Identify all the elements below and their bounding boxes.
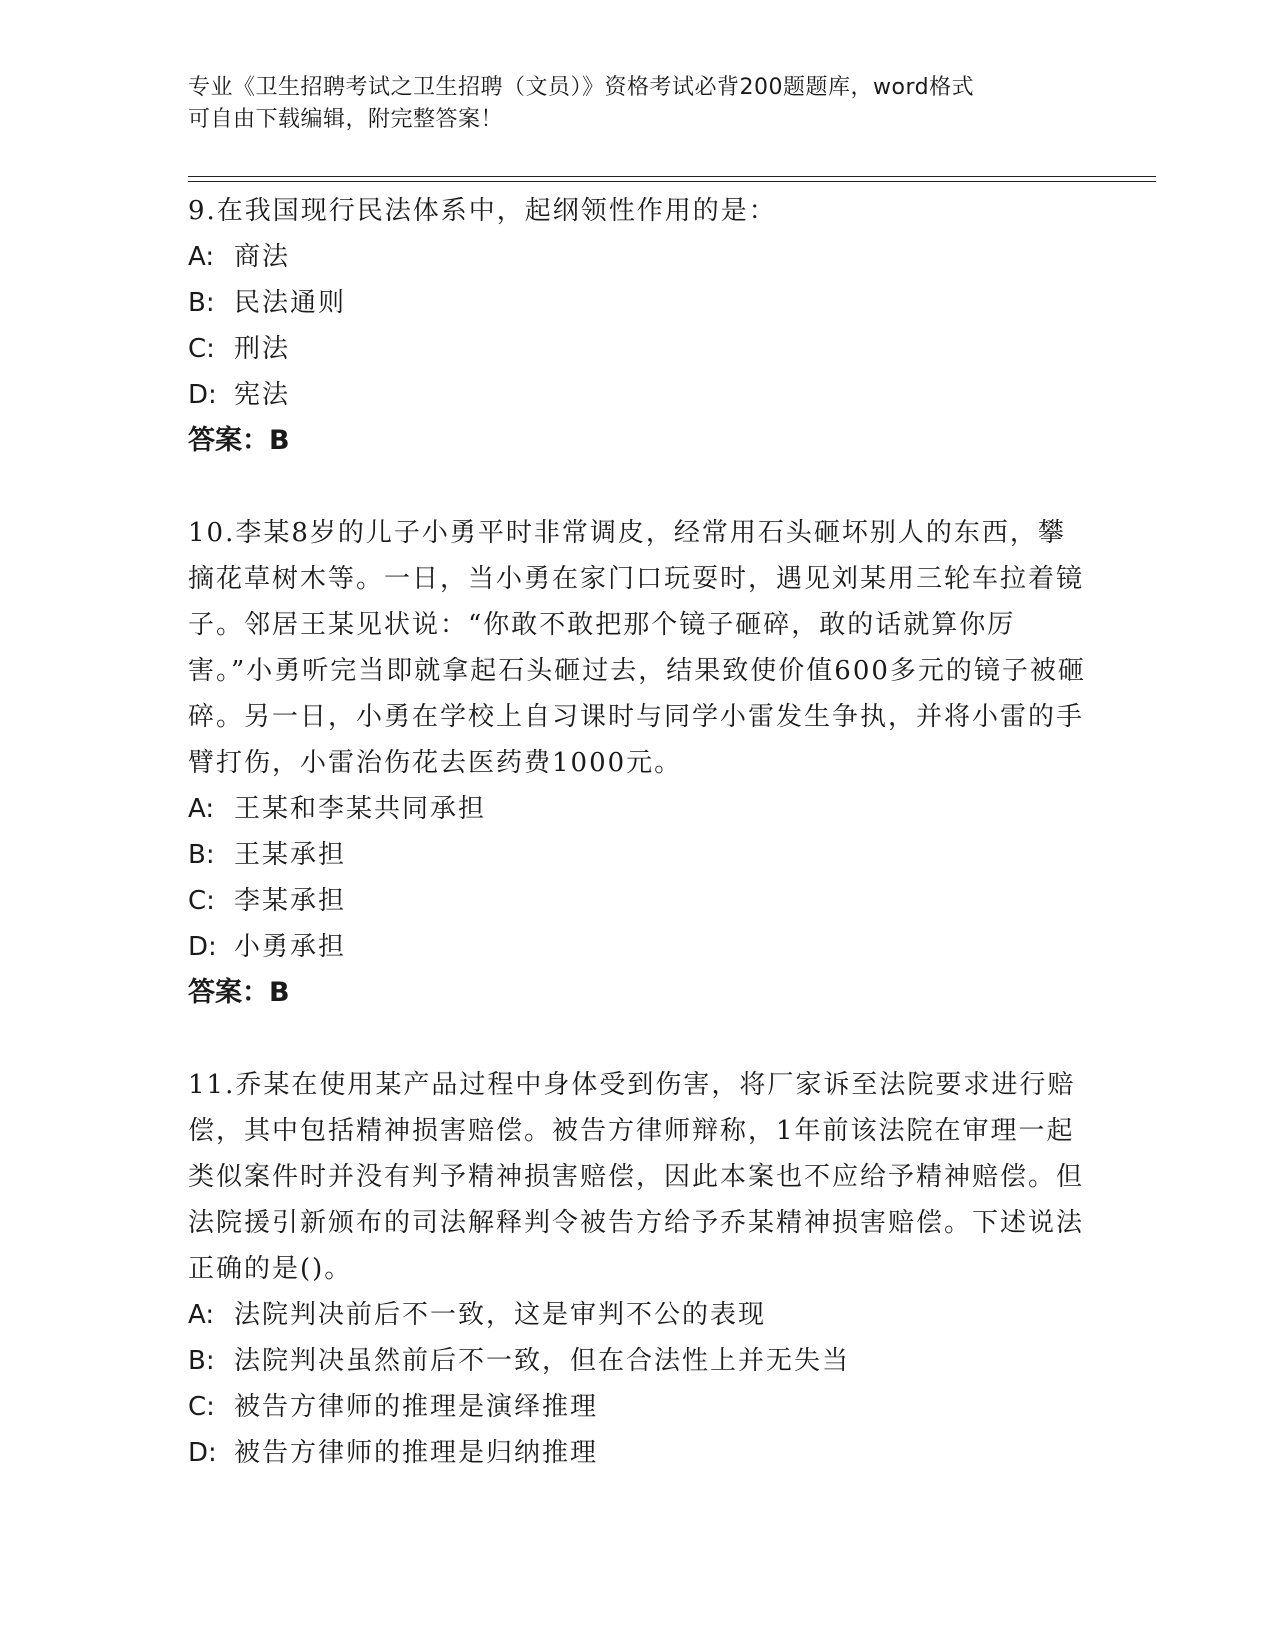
- question-stem: 10.李某8岁的儿子小勇平时非常调皮，经常用石头砸坏别人的东西，攀摘花草树木等。一日，当小勇在家门口玩耍时，遇见刘某用三轮车拉着镜子。邻居王某见状说：“你敢不敢把那个镜子砸碎，敢的话就算你厉害。”小勇听完当即就拿起石头砸过去，结果致使价值600多元的镜子被砸碎。另一日，小勇在学校上自习课时与同学小雷发生争执，并将小雷的手臂打伤，小雷治伤花去医药费1000元。: [188, 518, 1086, 778]
- header-rule-top: [188, 176, 1156, 177]
- question-stem: 11.乔某在使用某产品过程中身体受到伤害，将厂家诉至法院要求进行赔偿，其中包括精神损害赔偿。被告方律师辩称，1年前该法院在审理一起类似案件时并没有判予精神损害赔偿，因此本案也不应给予精神赔偿。但法院援引新颁布的司法解释判令被告方给予乔某精神损害赔偿。下述说法正确的是()。: [188, 1070, 1085, 1284]
- option-text: 法院判决虽然前后不一致，但在合法性上并无失当: [234, 1346, 851, 1376]
- option-a: [188, 234, 1088, 280]
- question-stem: 9.在我国现行民法体系中，起纲领性作用的是：: [188, 196, 777, 226]
- option-d: [188, 1430, 1088, 1476]
- option-a: [188, 786, 1088, 832]
- question-11: [188, 1062, 1088, 1476]
- option-key: A:: [188, 242, 215, 272]
- option-key: D:: [188, 932, 217, 962]
- option-d: [188, 372, 1088, 418]
- header-line-2: 可自由下载编辑，附完整答案！: [188, 107, 504, 132]
- question-9: [188, 188, 1088, 464]
- option-key: C:: [188, 886, 215, 916]
- option-key: A:: [188, 794, 215, 824]
- option-text: 商法: [234, 242, 291, 272]
- option-key: B:: [188, 288, 215, 318]
- question-list: [188, 188, 1088, 1476]
- question-10: [188, 510, 1088, 1016]
- option-key: D:: [188, 380, 217, 410]
- header-line-1: 专业《卫生招聘考试之卫生招聘（文员）》资格考试必背200题题库，word格式: [188, 75, 975, 100]
- option-key: C:: [188, 334, 215, 364]
- option-text: 王某和李某共同承担: [234, 794, 487, 824]
- option-text: 刑法: [234, 334, 291, 364]
- option-key: A:: [188, 1300, 215, 1330]
- option-c: [188, 878, 1088, 924]
- option-text: 法院判决前后不一致，这是审判不公的表现: [234, 1300, 767, 1330]
- option-text: 小勇承担: [234, 932, 347, 962]
- option-key: D:: [188, 1438, 217, 1468]
- option-key: C:: [188, 1392, 215, 1422]
- option-d: [188, 924, 1088, 970]
- option-c: [188, 1384, 1088, 1430]
- option-a: [188, 1292, 1088, 1338]
- option-c: [188, 326, 1088, 372]
- document-header: [188, 72, 1068, 136]
- option-b: [188, 832, 1088, 878]
- option-text: 民法通则: [234, 288, 347, 318]
- answer-label: 答案：B: [188, 425, 290, 456]
- option-text: 李某承担: [234, 886, 347, 916]
- option-b: [188, 280, 1088, 326]
- option-text: 被告方律师的推理是归纳推理: [234, 1438, 599, 1468]
- option-key: B:: [188, 1346, 215, 1376]
- option-text: 宪法: [234, 380, 291, 410]
- option-text: 王某承担: [234, 840, 347, 870]
- header-rule-bottom: [188, 181, 1156, 182]
- option-b: [188, 1338, 1088, 1384]
- option-text: 被告方律师的推理是演绎推理: [234, 1392, 599, 1422]
- answer-label: 答案：B: [188, 977, 290, 1008]
- option-key: B:: [188, 840, 215, 870]
